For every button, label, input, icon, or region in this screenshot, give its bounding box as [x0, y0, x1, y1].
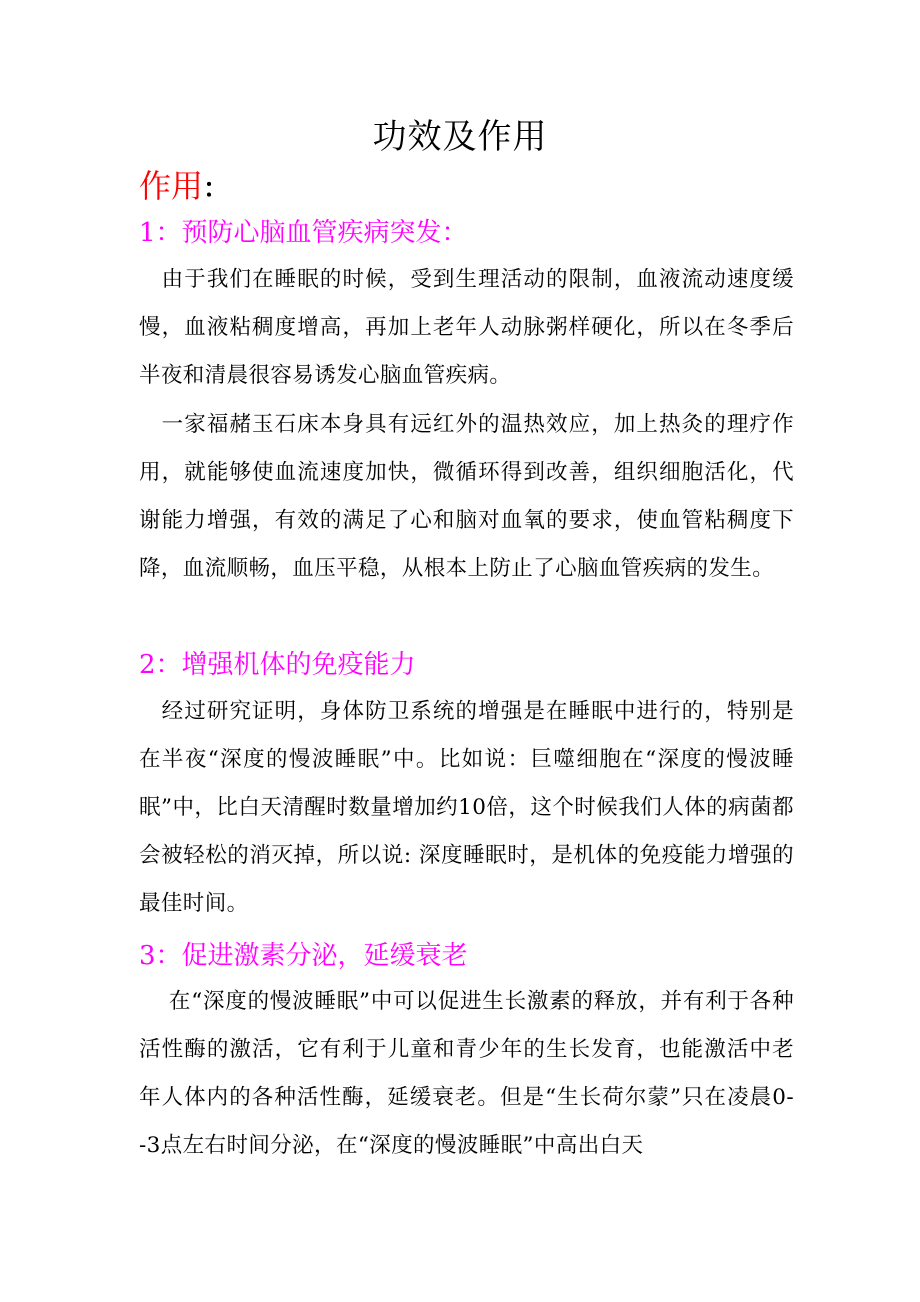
paragraph-hormone: 在“深度的慢波睡眠”中可以促进生长激素的释放，并有利于各种活性酶的激活，它有利于儿童和青少年的生长发育，也能激活中老年人体内的各种活性酶，延缓衰老。但是“生长荷尔蒙”只在凌晨0--3点左右时间分泌，在“深度的慢波睡眠”中高出白天 — [139, 989, 794, 1158]
paragraph-jade-bed-effect: 一家福赭玉石床本身具有远红外的温热效应，加上热灸的理疗作用，就能够使血流速度加快，微循环得到改善，组织细胞活化，代谢能力增强，有效的满足了心和脑对血氧的要求，使血管粘稠度下降，血流顺畅，血压平稳，从根本上防止了心脑血管疾病的发生。 — [139, 412, 794, 581]
paragraph-immunity: 经过研究证明，身体防卫系统的增强是在睡眠中进行的，特别是在半夜“深度的慢波睡眠”中。比如说：巨噬细胞在“深度的慢波睡眠”中，比白天清醒时数量增加约10倍，这个时候我们人体的病菌都会被轻松的消灭掉，所以说: 深度睡眠时，是机体的免疫能力增强的最佳时间。 — [139, 699, 794, 916]
heading-immunity: 2：增强机体的免疫能力 — [139, 650, 416, 680]
page-title: 功效及作用 — [372, 117, 548, 157]
heading-hormone-anti-aging: 3：促进激素分泌，延缓衰老 — [139, 941, 468, 971]
section-label-colon: ： — [203, 174, 230, 204]
heading-prevent-cardiovascular: 1：预防心脑血管疾病突发： — [139, 218, 468, 248]
paragraph-sleep-blood-flow: 由于我们在睡眠的时候，受到生理活动的限制，血液流动速度缓慢，血液粘稠度增高，再加上老年人动脉粥样硬化，所以在冬季后半夜和清晨很容易诱发心脑血管疾病。 — [139, 267, 794, 388]
section-label — [139, 165, 229, 210]
section-label-text: 作用 — [139, 167, 204, 205]
